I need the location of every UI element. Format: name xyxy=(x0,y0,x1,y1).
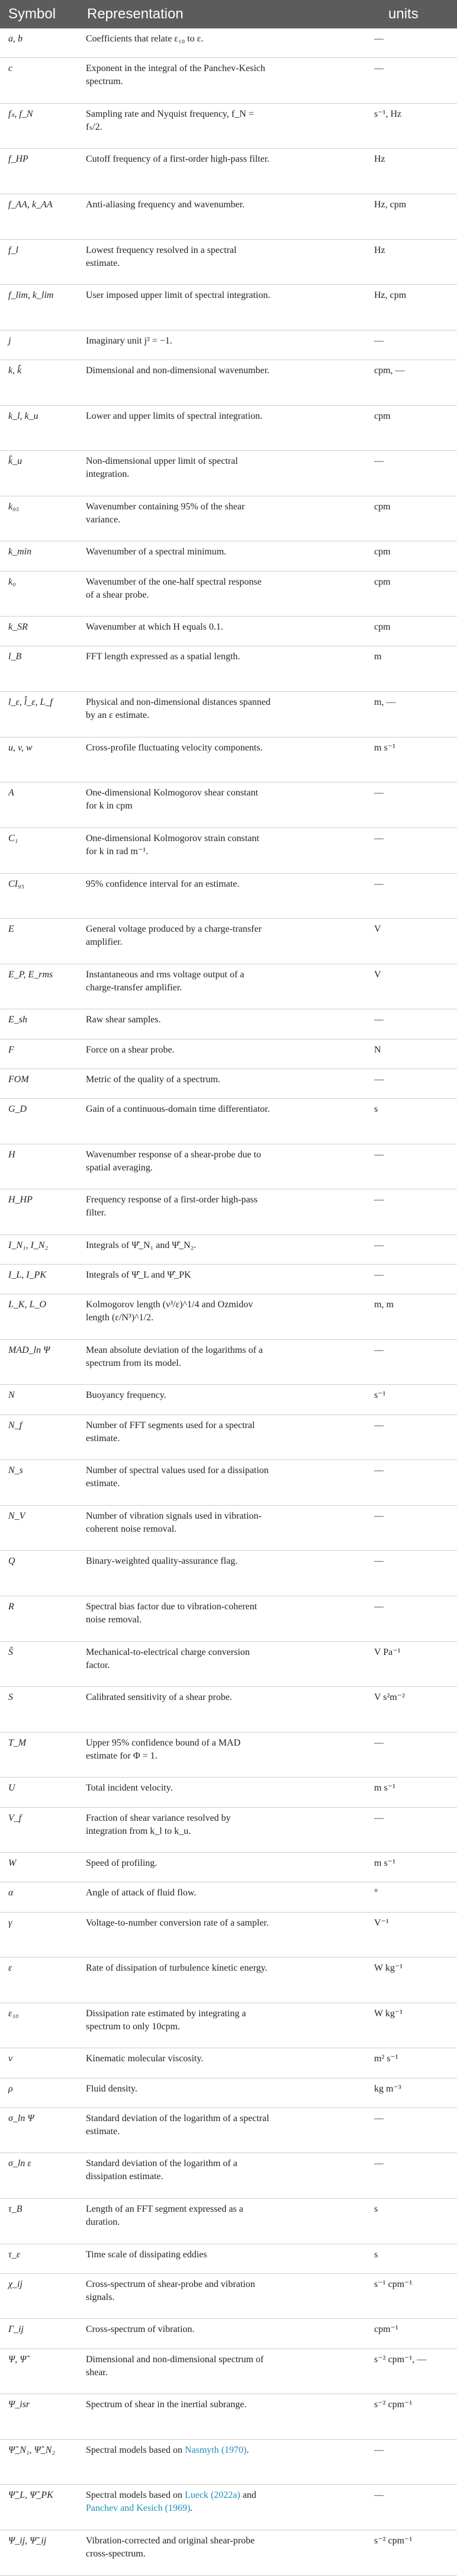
symbol-cell: k_min xyxy=(8,547,32,557)
symbol-cell: k, k̂ xyxy=(8,365,22,376)
representation-cell: Angle of attack of fluid flow. xyxy=(86,1888,197,1898)
symbol-cell: Ŝ xyxy=(8,1647,13,1657)
representation-cell: One-dimensional Kolmogorov shear constant for k in cpm xyxy=(86,788,259,811)
table-row xyxy=(0,2485,457,2530)
symbol-cell: k₀ xyxy=(8,576,16,587)
units-cell: W kg⁻¹ xyxy=(374,1963,403,1974)
symbol-cell: H_HP xyxy=(8,1195,33,1205)
units-cell: V⁻¹ xyxy=(374,1917,389,1928)
symbol-cell: γ xyxy=(8,1917,12,1928)
representation-cell: Spectral bias factor due to vibration-coherent noise removal. xyxy=(86,1601,258,1625)
table-row xyxy=(0,572,457,617)
symbol-cell: N xyxy=(8,1390,15,1401)
representation-cell: Wavenumber of the one-half spectral response of a shear probe. xyxy=(86,576,262,600)
table-row xyxy=(0,2199,457,2244)
table-row xyxy=(0,782,457,828)
units-cell: — xyxy=(374,1737,384,1748)
representation-cell: Exponent in the integral of the Panchev-Kesich spectrum. xyxy=(86,63,266,87)
symbol-cell: τ_ε xyxy=(8,2249,21,2260)
symbol-cell: Ψ̂_N₁, Ψ̂_N₂ xyxy=(8,2445,55,2455)
table-row xyxy=(0,1235,457,1265)
units-cell: V xyxy=(374,924,381,935)
representation-cell: Wavenumber at which H equals 0.1. xyxy=(86,622,223,633)
units-cell: W kg⁻¹ xyxy=(374,2008,403,2019)
representation-cell: Spectrum of shear in the inertial subrange. xyxy=(86,2399,247,2410)
units-cell: — xyxy=(374,34,384,44)
representation-cell: Standard deviation of the logarithm of a dissipation estimate. xyxy=(86,2158,237,2182)
table-row xyxy=(0,692,457,737)
table-row xyxy=(0,496,457,542)
representation-cell: Frequency response of a first-order high-pass filter. xyxy=(86,1195,258,1218)
table-row xyxy=(0,1069,457,1099)
units-cell: — xyxy=(374,456,384,467)
table-row xyxy=(0,331,457,360)
representation-cell: Spectral models based on Lueck (2022a) and Panchev and Kesich (1969). xyxy=(86,2490,256,2514)
table-row xyxy=(0,1853,457,1882)
table-row xyxy=(0,1596,457,1642)
units-cell: s⁻² cpm⁻¹, — xyxy=(374,2354,427,2365)
units-cell: — xyxy=(374,1420,384,1430)
symbol-cell: ρ xyxy=(8,2083,13,2094)
units-cell: — xyxy=(374,2113,384,2123)
representation-cell: Force on a shear probe. xyxy=(86,1044,175,1055)
representation-cell: Imaginary unit j² = −1. xyxy=(86,335,172,346)
representation-cell: Raw shear samples. xyxy=(86,1015,161,1025)
symbol-cell: ε xyxy=(8,1963,12,1974)
units-cell: — xyxy=(374,335,384,346)
units-cell: s⁻¹, Hz xyxy=(374,108,402,119)
symbol-cell: E_sh xyxy=(8,1015,27,1025)
table-row xyxy=(0,964,457,1010)
table-row xyxy=(0,1265,457,1294)
units-cell: cpm xyxy=(374,501,391,512)
representation-cell: Standard deviation of the logarithm of a spectral estimate. xyxy=(86,2113,269,2136)
units-cell: V xyxy=(374,969,381,980)
units-cell: s⁻² cpm⁻¹ xyxy=(374,2536,413,2546)
table-row xyxy=(0,1415,457,1461)
units-cell: N xyxy=(374,1044,381,1055)
representation-cell: One-dimensional Kolmogorov strain constant for k in rad m⁻¹. xyxy=(86,833,259,856)
units-cell: m, m xyxy=(374,1300,394,1310)
representation-cell: Dissipation rate estimated by integrating a spectrum to only 10cpm. xyxy=(86,2008,246,2032)
symbol-cell: f_l xyxy=(8,245,18,255)
representation-cell: Time scale of dissipating eddies xyxy=(86,2249,207,2260)
representation-cell: FFT length expressed as a spatial length. xyxy=(86,652,240,662)
representation-cell: Wavenumber of a spectral minimum. xyxy=(86,547,227,557)
units-cell: — xyxy=(374,1240,384,1250)
symbol-cell: F xyxy=(8,1044,14,1055)
representation-cell: 95% confidence interval for an estimate. xyxy=(86,878,240,889)
symbol-cell: l_B xyxy=(8,652,22,662)
table-row xyxy=(0,1460,457,1506)
representation-cell: Instantaneous and rms voltage output of a charge-transfer amplifier. xyxy=(86,969,244,993)
table-row xyxy=(0,104,457,149)
symbol-cell: CI₉₅ xyxy=(8,878,25,889)
symbol-cell: c xyxy=(8,63,13,74)
units-cell: — xyxy=(374,788,384,798)
table-row xyxy=(0,2349,457,2395)
table-row xyxy=(0,2078,457,2108)
symbol-cell: k_SR xyxy=(8,622,28,633)
units-cell: m xyxy=(374,652,382,662)
representation-cell: General voltage produced by a charge-transfer amplifier. xyxy=(86,924,262,948)
table-row xyxy=(0,2003,457,2049)
table-row xyxy=(0,1808,457,1853)
units-cell: — xyxy=(374,1195,384,1205)
table-row xyxy=(0,617,457,646)
units-cell: Hz xyxy=(374,245,385,255)
units-cell: — xyxy=(374,2445,384,2455)
table-row xyxy=(0,58,457,104)
table-row xyxy=(0,406,457,451)
representation-cell: Integrals of Ψ̂_L and Ψ̂_PK xyxy=(86,1269,191,1280)
symbol-cell: G_D xyxy=(8,1103,27,1114)
representation-cell: Calibrated sensitivity of a shear probe. xyxy=(86,1692,233,1703)
symbol-cell: E xyxy=(8,924,14,935)
table-row xyxy=(0,1099,457,1144)
units-cell: s xyxy=(374,2203,378,2214)
symbol-cell: τ_B xyxy=(8,2203,22,2214)
symbol-cell: Ψ_isr xyxy=(8,2399,30,2410)
representation-cell: Anti-aliasing frequency and wavenumber. xyxy=(86,200,245,210)
symbol-cell: C₁ xyxy=(8,833,18,843)
table-row xyxy=(0,737,457,783)
representation-cell: Integrals of Ψ̂_N₁ and Ψ̂_N₂. xyxy=(86,1240,197,1250)
symbol-cell: S xyxy=(8,1692,13,1703)
symbol-cell: k₉₅ xyxy=(8,501,20,512)
table-row xyxy=(0,2048,457,2078)
units-cell: m² s⁻¹ xyxy=(374,2054,398,2064)
symbol-cell: I_L, I_PK xyxy=(8,1269,46,1280)
symbol-cell: MAD_ln Ψ xyxy=(8,1345,50,1355)
units-cell: s xyxy=(374,2249,378,2260)
symbol-cell: σ_ln ε xyxy=(8,2158,31,2169)
symbol-cell: fₛ, f_N xyxy=(8,108,33,119)
representation-cell: Fraction of shear variance resolved by integration from k_l to k_u. xyxy=(86,1812,231,1836)
symbol-cell: j xyxy=(8,335,11,346)
symbol-cell: σ_ln Ψ xyxy=(8,2113,34,2123)
units-cell: — xyxy=(374,2490,384,2501)
units-cell: — xyxy=(374,1465,384,1476)
representation-cell: Lower and upper limits of spectral integration. xyxy=(86,410,263,421)
representation-cell: Metric of the quality of a spectrum. xyxy=(86,1074,221,1085)
table-row xyxy=(0,1778,457,1807)
symbol-cell: FOM xyxy=(8,1074,29,1085)
symbol-cell: A xyxy=(8,788,14,798)
representation-cell: Wavenumber response of a shear-probe due to spatial averaging. xyxy=(86,1149,262,1173)
representation-cell: Mechanical-to-electrical charge conversion factor. xyxy=(86,1647,250,1670)
representation-cell: Non-dimensional upper limit of spectral integration. xyxy=(86,456,238,480)
symbol-cell: Ψ̂_L, Ψ̂_PK xyxy=(8,2490,53,2501)
table-row xyxy=(0,1687,457,1733)
symbol-cell: Ψ, Ψ̂ xyxy=(8,2354,27,2365)
symbol-cell: Γ_ij xyxy=(8,2324,24,2335)
symbol-cell: N_V xyxy=(8,1510,25,1521)
units-cell: s⁻² cpm⁻¹ xyxy=(374,2399,413,2410)
table-row xyxy=(0,874,457,919)
units-cell: — xyxy=(374,1345,384,1355)
representation-cell: Total incident velocity. xyxy=(86,1783,173,1794)
table-row xyxy=(0,1294,457,1340)
units-cell: m s⁻¹ xyxy=(374,1858,395,1869)
symbol-cell: χ_ij xyxy=(8,2279,22,2289)
units-cell: — xyxy=(374,1074,384,1085)
symbol-cell: R xyxy=(8,1601,14,1612)
symbol-cell: W xyxy=(8,1858,17,1869)
representation-cell: Vibration-corrected and original shear-probe cross-spectrum. xyxy=(86,2536,255,2559)
table-row xyxy=(0,1913,457,1958)
header-representation: Representation xyxy=(87,6,184,22)
representation-cell: Cutoff frequency of a first-order high-pass filter. xyxy=(86,154,270,165)
table-row xyxy=(0,1506,457,1551)
table-row xyxy=(0,2319,457,2349)
symbol-cell: ε₁₀ xyxy=(8,2008,19,2019)
representation-cell: Mean absolute deviation of the logarithms of a spectrum from its model. xyxy=(86,1345,263,1368)
citation-link[interactable]: Panchev and Kesich (1969) xyxy=(86,2503,191,2514)
units-cell: m s⁻¹ xyxy=(374,1783,395,1794)
symbol-cell: f_HP xyxy=(8,154,28,165)
representation-cell: Spectral models based on Nasmyth (1970). xyxy=(86,2445,249,2455)
units-cell: cpm xyxy=(374,547,391,557)
units-cell: Hz xyxy=(374,154,385,165)
units-cell: — xyxy=(374,1269,384,1280)
table-row xyxy=(0,1144,457,1190)
table-row xyxy=(0,2274,457,2320)
units-cell: — xyxy=(374,1556,384,1567)
units-cell: cpm, — xyxy=(374,365,405,376)
units-cell: — xyxy=(374,878,384,889)
table-row xyxy=(0,1733,457,1778)
table-row xyxy=(0,149,457,194)
representation-cell: Number of vibration signals used in vibration-coherent noise removal. xyxy=(86,1510,262,1534)
units-cell: m, — xyxy=(374,697,396,708)
symbol-cell: N_s xyxy=(8,1465,23,1476)
units-cell: — xyxy=(374,63,384,74)
table-row xyxy=(0,240,457,285)
representation-cell: Buoyancy frequency. xyxy=(86,1390,166,1401)
table-row xyxy=(0,2440,457,2485)
units-cell: — xyxy=(374,1812,384,1823)
units-cell: — xyxy=(374,1149,384,1160)
representation-cell: Length of an FFT segment expressed as a duration. xyxy=(86,2203,243,2227)
units-cell: kg m⁻³ xyxy=(374,2083,401,2094)
representation-cell: Upper 95% confidence bound of a MAD estimate for Φ = 1. xyxy=(86,1737,241,1761)
table-row xyxy=(0,2153,457,2199)
symbol-cell: α xyxy=(8,1888,14,1898)
representation-cell: Dimensional and non-dimensional wavenumber. xyxy=(86,365,270,376)
table-row xyxy=(0,646,457,692)
units-cell: cpm xyxy=(374,622,391,633)
table-row xyxy=(0,1189,457,1235)
units-cell: m s⁻¹ xyxy=(374,742,395,753)
representation-cell: Dimensional and non-dimensional spectrum of shear. xyxy=(86,2354,264,2378)
representation-cell: Binary-weighted quality-assurance flag. xyxy=(86,1556,238,1567)
units-cell: — xyxy=(374,1510,384,1521)
units-cell: ° xyxy=(374,1888,378,1898)
representation-cell: Wavenumber containing 95% of the shear variance. xyxy=(86,501,245,525)
representation-cell: Physical and non-dimensional distances spanned by an ε estimate. xyxy=(86,697,271,721)
symbol-cell: k_l, k_u xyxy=(8,410,38,421)
table-row xyxy=(0,1385,457,1414)
symbol-cell: H xyxy=(8,1149,15,1160)
symbol-cell: V_f xyxy=(8,1812,22,1823)
symbol-cell: l_ε, l̂_ε, L_f xyxy=(8,697,53,708)
representation-cell: Cross-spectrum of vibration. xyxy=(86,2324,195,2335)
representation-cell: Speed of profiling. xyxy=(86,1858,157,1869)
symbol-cell: f_lim, k_lim xyxy=(8,290,54,301)
table-row xyxy=(0,1882,457,1912)
symbol-cell: Q xyxy=(8,1556,15,1567)
representation-cell: Kolmogorov length (ν³/ε)^1/4 and Ozmidov length (ε/N³)^1/2. xyxy=(86,1300,253,1323)
representation-cell: Lowest frequency resolved in a spectral estimate. xyxy=(86,245,237,268)
representation-cell: User imposed upper limit of spectral integration. xyxy=(86,290,271,301)
units-cell: s⁻¹ xyxy=(374,1390,386,1401)
representation-cell: Kinematic molecular viscosity. xyxy=(86,2054,204,2064)
units-cell: V Pa⁻¹ xyxy=(374,1647,401,1657)
table-row xyxy=(0,2530,457,2576)
symbol-cell: N_f xyxy=(8,1420,22,1430)
representation-cell: Number of FFT segments used for a spectral estimate. xyxy=(86,1420,255,1443)
units-cell: s xyxy=(374,1103,378,1114)
symbol-cell: k̂_u xyxy=(8,456,22,467)
citation-link[interactable]: Nasmyth (1970) xyxy=(185,2445,247,2455)
table-row xyxy=(0,828,457,874)
table-row xyxy=(0,194,457,240)
table-row xyxy=(0,1551,457,1596)
representation-cell: Coefficients that relate ε₁₀ to ε. xyxy=(86,34,204,44)
table-row xyxy=(0,1340,457,1385)
header-symbol: Symbol xyxy=(8,6,56,22)
table-row xyxy=(0,2108,457,2154)
units-cell: cpm xyxy=(374,576,391,587)
symbol-cell: U xyxy=(8,1783,15,1794)
symbol-cell: a, b xyxy=(8,34,22,44)
units-cell: — xyxy=(374,1015,384,1025)
table-header xyxy=(0,0,457,28)
table-row xyxy=(0,2244,457,2274)
units-cell: Hz, cpm xyxy=(374,290,407,301)
representation-cell: Rate of dissipation of turbulence kinetic energy. xyxy=(86,1963,268,1974)
symbol-cell: L_K, L_O xyxy=(8,1300,47,1310)
table-row xyxy=(0,451,457,496)
symbol-cell: T_M xyxy=(8,1737,27,1748)
table-row xyxy=(0,1040,457,1069)
table-row xyxy=(0,1958,457,2003)
symbol-cell: ν xyxy=(8,2054,13,2064)
units-cell: cpm⁻¹ xyxy=(374,2324,398,2335)
table-row xyxy=(0,1009,457,1039)
table-row xyxy=(0,360,457,406)
symbol-cell: f_AA, k_AA xyxy=(8,200,53,210)
table-row xyxy=(0,541,457,571)
symbol-cell: u, v, w xyxy=(8,742,33,753)
representation-cell: Gain of a continuous-domain time differentiator. xyxy=(86,1103,270,1114)
units-cell: — xyxy=(374,1601,384,1612)
table-row xyxy=(0,1642,457,1688)
citation-link[interactable]: Lueck (2022a) xyxy=(185,2490,240,2501)
units-cell: cpm xyxy=(374,410,391,421)
representation-cell: Voltage-to-number conversion rate of a sampler. xyxy=(86,1917,269,1928)
table-row xyxy=(0,919,457,964)
representation-cell: Cross-spectrum of shear-probe and vibration signals. xyxy=(86,2279,255,2302)
symbol-cell: Ψ_ij, Ψ̃_ij xyxy=(8,2536,47,2546)
symbol-cell: E_P, E_rms xyxy=(8,969,53,980)
table-row xyxy=(0,28,457,58)
units-cell: V s²m⁻² xyxy=(374,1692,405,1703)
table-body xyxy=(0,28,457,2576)
units-cell: Hz, cpm xyxy=(374,200,407,210)
representation-cell: Number of spectral values used for a dissipation estimate. xyxy=(86,1465,269,1489)
table-row xyxy=(0,285,457,331)
units-cell: — xyxy=(374,833,384,843)
units-cell: s⁻¹ cpm⁻¹ xyxy=(374,2279,413,2289)
header-units: units xyxy=(388,6,419,22)
table-row xyxy=(0,2394,457,2440)
representation-cell: Cross-profile fluctuating velocity components. xyxy=(86,742,263,753)
units-cell: — xyxy=(374,2158,384,2169)
symbol-cell: I_N₁, I_N₂ xyxy=(8,1240,49,1250)
representation-cell: Sampling rate and Nyquist frequency, f_N = fₛ/2. xyxy=(86,108,254,132)
representation-cell: Fluid density. xyxy=(86,2083,137,2094)
